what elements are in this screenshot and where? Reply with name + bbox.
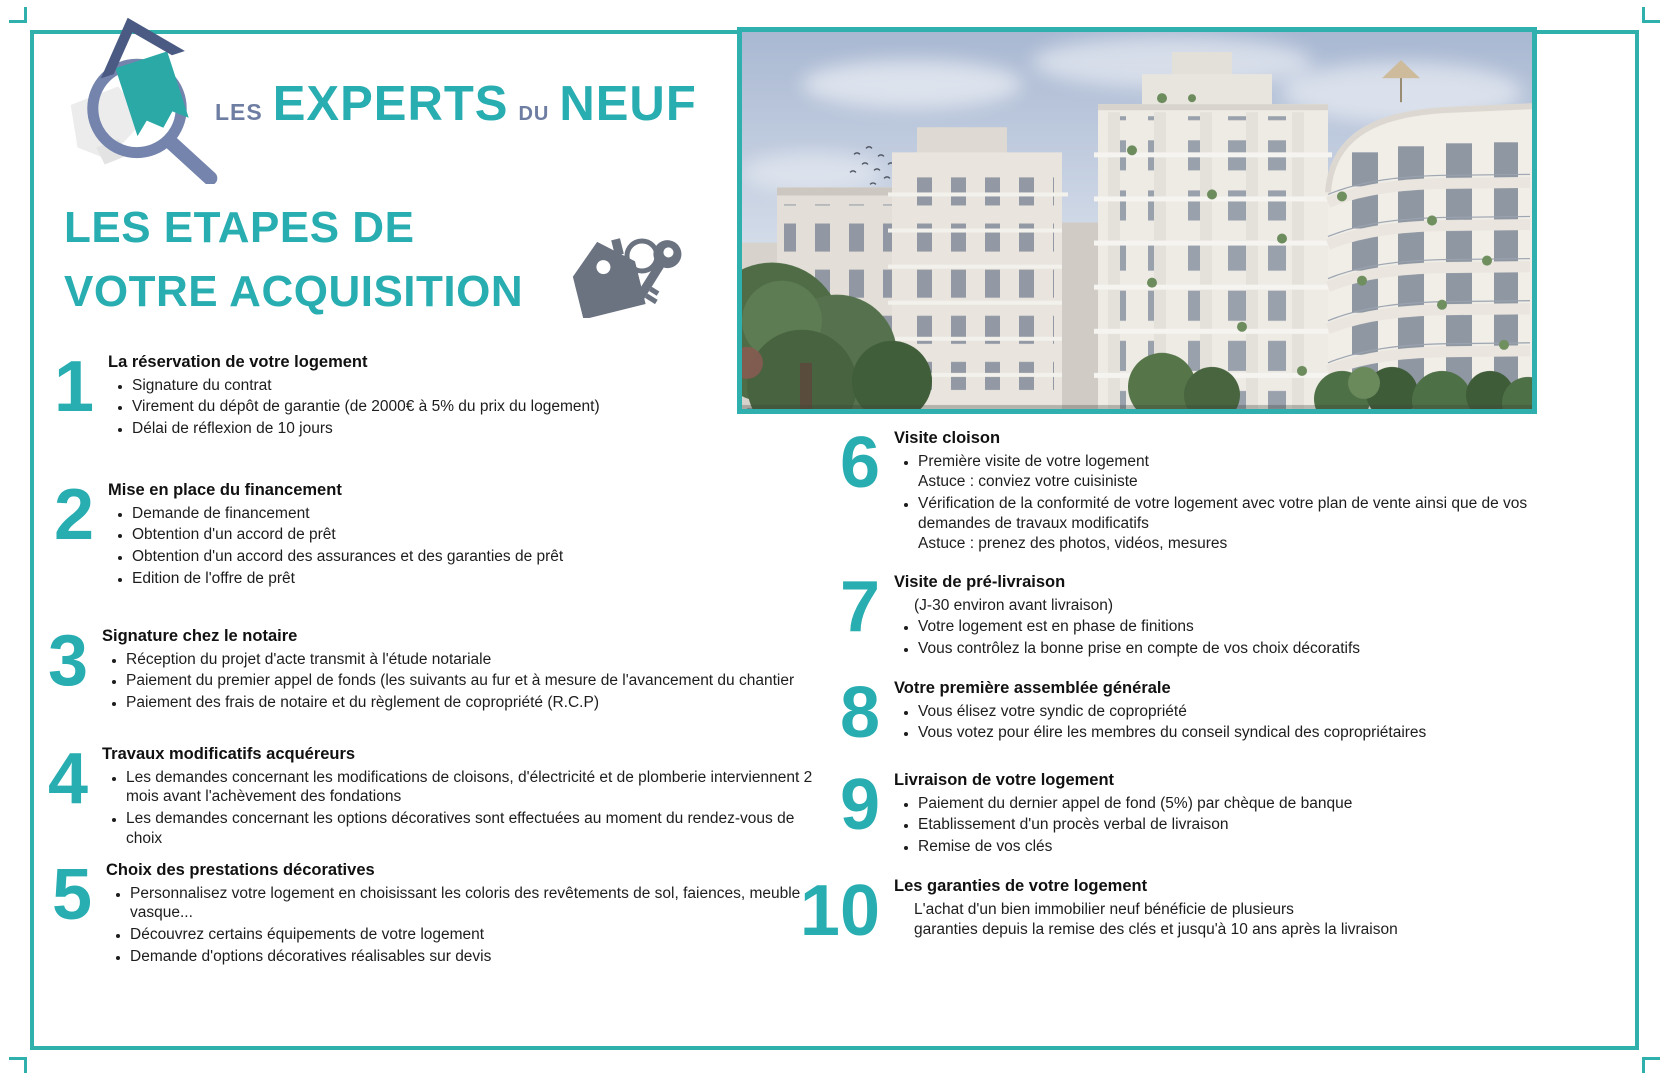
- step-item-text: Découvrez certains équipements de votre logement: [130, 925, 485, 943]
- brand-logo-text: [215, 76, 697, 138]
- step-item-text: Signature du contrat: [132, 376, 272, 394]
- step-item-text: Vous contrôlez la bonne prise en compte de vos choix décoratifs: [918, 639, 1361, 657]
- step-item-text: Paiement du premier appel de fonds (les suivants au fur et à mesure de l'avancement du chantier: [126, 672, 795, 690]
- step-item: [126, 768, 820, 807]
- step-item-text: Demande de financement: [132, 504, 310, 522]
- step-item-text: Remise de vos clés: [918, 837, 1053, 855]
- step-item-text: Virement du dépôt de garantie (de 2000€ à 5% du prix du logement): [132, 398, 600, 416]
- step-item-text: Les demandes concernant les options décoratives sont effectuées au moment du rendez-vous de choix: [126, 809, 795, 847]
- step-list: [102, 650, 820, 713]
- step-item: [918, 815, 1554, 835]
- step-paragraph-line: L'achat d'un bien immobilier neuf bénéficie de plusieurs: [914, 900, 1294, 918]
- step-paragraph-line: garanties depuis la remise des clés et jusqu'à 10 ans après la livraison: [914, 920, 1398, 938]
- step-list: [894, 702, 1554, 743]
- step-item-text: Demande d'options décoratives réalisables sur devis: [130, 947, 492, 965]
- step-item-text: Obtention d'un accord des assurances et des garanties de prêt: [132, 547, 564, 565]
- step-heading: Votre première assemblée générale: [894, 679, 1171, 697]
- step-item: [132, 569, 826, 589]
- house-keychain-keys-icon: [556, 218, 686, 318]
- step-10: [788, 871, 1554, 951]
- step-item: [130, 925, 824, 945]
- step-item: [132, 419, 826, 439]
- step-number: 9: [839, 765, 880, 845]
- step-item: [918, 794, 1554, 814]
- step-item: [918, 639, 1554, 659]
- step-9: [822, 765, 1554, 859]
- step-number: 5: [51, 855, 92, 935]
- step-item: [132, 397, 826, 417]
- step-number: 4: [47, 739, 88, 819]
- step-1: [48, 347, 826, 441]
- step-list: [108, 504, 826, 589]
- step-number: 10: [799, 871, 880, 951]
- step-item-text: Etablissement d'un procès verbal de livraison: [918, 816, 1229, 834]
- step-item: [132, 504, 826, 524]
- step-heading: Visite cloison: [894, 429, 1001, 447]
- step-item-text: Première visite de votre logement: [918, 452, 1149, 470]
- step-item: [130, 947, 824, 967]
- step-list: [106, 884, 824, 967]
- step-number: 3: [47, 621, 88, 701]
- step-heading: La réservation de votre logement: [108, 353, 368, 371]
- corner-mark: [9, 7, 27, 23]
- step-item-text: Vous votez pour élire les membres du conseil syndical des copropriétaires: [918, 724, 1427, 742]
- step-item-note: Astuce : conviez votre cuisiniste: [918, 473, 1138, 491]
- step-subheading: (J-30 environ avant livraison): [914, 596, 1114, 614]
- step-item-text: Réception du projet d'acte transmit à l'étude notariale: [126, 650, 492, 668]
- step-heading: Travaux modificatifs acquéreurs: [102, 745, 356, 763]
- step-item: [126, 693, 820, 713]
- step-item: [918, 452, 1554, 492]
- step-item-text: Edition de l'offre de prêt: [132, 569, 295, 587]
- step-7: [822, 567, 1554, 661]
- house-magnifier-icon: [52, 4, 222, 184]
- step-heading: Choix des prestations décoratives: [106, 861, 375, 879]
- step-item-note: Astuce : prenez des photos, vidéos, mesures: [918, 535, 1228, 553]
- step-heading: Mise en place du financement: [108, 481, 342, 499]
- step-item: [130, 884, 824, 923]
- brand-word-neuf: NEUF: [559, 77, 697, 131]
- step-heading: Les garanties de votre logement: [894, 877, 1148, 895]
- page-title: [64, 196, 523, 324]
- step-list: [894, 794, 1554, 857]
- step-item: [126, 650, 820, 670]
- step-list: [894, 452, 1554, 554]
- step-item: [918, 702, 1554, 722]
- step-item-text: Délai de réflexion de 10 jours: [132, 419, 333, 437]
- step-item: [132, 547, 826, 567]
- step-5: [46, 855, 824, 968]
- step-heading: Signature chez le notaire: [102, 627, 298, 645]
- step-item-text: Les demandes concernant les modifications de cloisons, d'électricité et de plomberie interviennent 2 mois avant l'achèvement des fondations: [126, 768, 813, 806]
- step-number: 2: [53, 475, 94, 555]
- step-number: 6: [839, 423, 880, 503]
- step-6: [822, 423, 1554, 556]
- page-title-line2: VOTRE ACQUISITION: [64, 267, 524, 316]
- brand-word-les: LES: [215, 99, 263, 125]
- corner-mark: [1642, 1057, 1660, 1073]
- brand-word-experts: EXPERTS: [272, 77, 509, 131]
- brand-word-du: DU: [518, 103, 550, 125]
- step-list: [102, 768, 820, 849]
- building-photo: [737, 27, 1537, 414]
- step-item-text: Paiement des frais de notaire et du règlement de copropriété (R.C.P): [126, 693, 599, 711]
- step-item-text: Personnalisez votre logement en choisissant les coloris des revêtements de sol, faiences, meuble vasque...: [130, 884, 801, 922]
- step-4: [42, 739, 820, 850]
- step-heading: Visite de pré-livraison: [894, 573, 1066, 591]
- step-item: [918, 837, 1554, 857]
- step-number: 1: [53, 347, 94, 427]
- corner-mark: [9, 1057, 27, 1073]
- step-item-text: Obtention d'un accord de prêt: [132, 526, 336, 544]
- step-item-text: Paiement du dernier appel de fond (5%) par chèque de banque: [918, 794, 1353, 812]
- page-title-line1: LES ETAPES DE: [64, 203, 415, 252]
- step-item: [126, 809, 820, 848]
- step-item-text: Vérification de la conformité de votre logement avec votre plan de vente ainsi que de vos demandes de travaux modificatifs: [918, 494, 1528, 532]
- step-item: [126, 671, 820, 691]
- step-item: [918, 494, 1554, 554]
- corner-mark: [1642, 7, 1660, 23]
- step-list: [894, 617, 1554, 658]
- step-8: [822, 673, 1554, 753]
- step-number: 7: [839, 567, 880, 647]
- step-list: [108, 376, 826, 439]
- step-item: [132, 376, 826, 396]
- step-2: [48, 475, 826, 590]
- step-item-text: Vous élisez votre syndic de copropriété: [918, 702, 1187, 720]
- step-number: 8: [839, 673, 880, 753]
- step-item: [132, 525, 826, 545]
- step-item-text: Votre logement est en phase de finitions: [918, 618, 1194, 636]
- step-item: [918, 617, 1554, 637]
- step-heading: Livraison de votre logement: [894, 771, 1115, 789]
- step-item: [918, 723, 1554, 743]
- step-3: [42, 621, 820, 715]
